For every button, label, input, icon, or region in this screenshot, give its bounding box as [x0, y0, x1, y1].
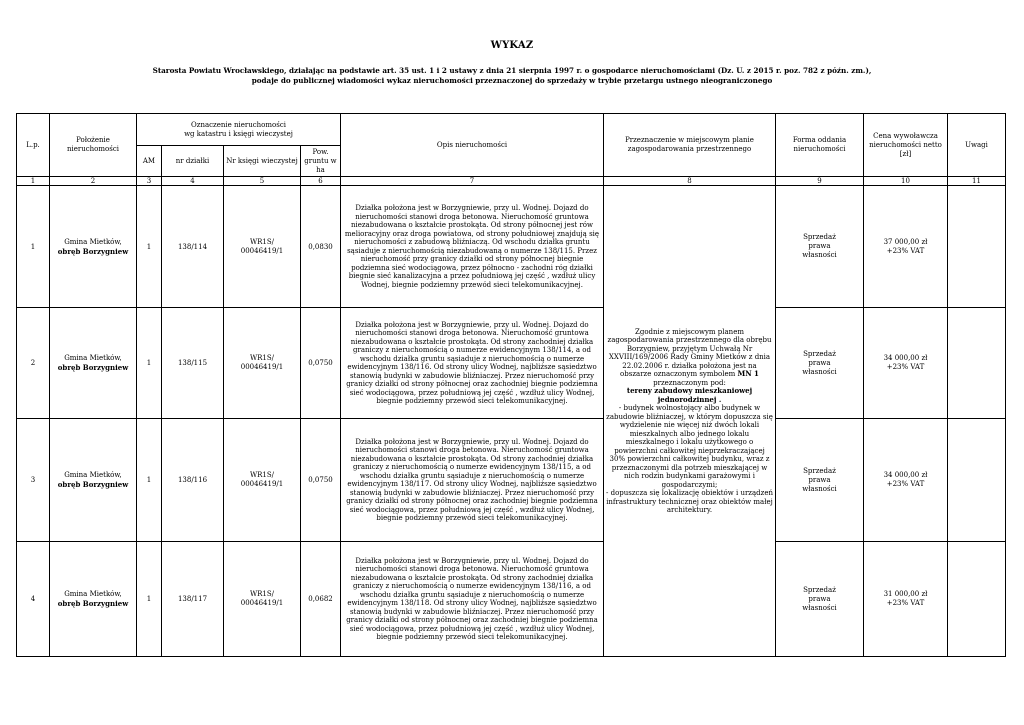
row-form-line2: prawa: [808, 358, 831, 367]
row-ksiega-part1: WR1S/: [249, 471, 275, 479]
row-form: [776, 419, 864, 542]
header-oznaczenie: [137, 114, 341, 146]
row-price: [864, 419, 948, 542]
row-ksiega-part2: 00046419/1: [240, 363, 284, 371]
row-area: 0,0750: [301, 308, 341, 419]
row-am: 1: [137, 542, 162, 657]
row-price: [864, 186, 948, 308]
row-location-obreb: obręb Borzygniew: [57, 246, 129, 256]
header-forma: Forma oddania nieruchomości: [776, 114, 864, 177]
row-ksiega-part2: 00046419/1: [240, 246, 284, 255]
zoning-plan-cell: [604, 186, 776, 657]
row-form-line2: prawa: [808, 242, 831, 250]
subtitle-line-2: podaje do publicznej wiadomości wykaz nieruchomości przeznaczonej do sprzedaży w trybie przetargu ustnego nieograniczonego: [251, 76, 773, 85]
row-price-vat: +23% VAT: [886, 599, 925, 607]
row-location: [50, 308, 137, 419]
col-number: 9: [776, 177, 864, 186]
col-number: 4: [162, 177, 224, 186]
col-number: 2: [50, 177, 137, 186]
row-description: Działka położona jest w Borzygniewie, przy ul. Wodnej. Dojazd do nieruchomości stanowi droga betonowa. Nieruchomość gruntowa niezabudowana o kształcie prostokąta. Od strony zachodniej działka graniczy z nieruchomością o numerze ewidencyjnym 138/116, a od wschodu działka gruntu sąsiaduje z nieruchomością o numerze ewidencyjnym 138/118. Od strony ulicy Wodnej, najbliższe sąsiedztwo stanowią budynki w zabudowie bliźniaczej. Przez nieruchomość przy granicy działki od strony północnej oraz zachodniej biegnie podziemna sieć wodociągowa, przez południową jej część , wzdłuż ulicy Wodnej, biegnie podziemny przewód sieci telekomunikacyjnej.: [341, 542, 604, 657]
column-number-row: [17, 177, 1006, 186]
row-lp: 2: [17, 308, 50, 419]
col-number: 11: [948, 177, 1006, 186]
row-lp: 3: [17, 419, 50, 542]
row-ksiega-part1: WR1S/: [249, 590, 275, 598]
row-form-line1: Sprzedaż: [803, 585, 836, 594]
header-przeznaczenie: Przeznaczenie w miejscowym planie zagospodarowania przestrzennego: [604, 114, 776, 177]
row-lp: 1: [17, 186, 50, 308]
row-ksiega: [224, 542, 301, 657]
row-location-gmina: Gmina Mietków,: [64, 354, 122, 362]
row-ksiega: [224, 308, 301, 419]
zoning-plan-rule-1: - budynek wolnostojący albo budynek w zabudowie bliźniaczej, w którym dopuszcza się wydzielenie nie więcej niż dwóch lokali mieszkalnych albo jednego lokalu mieszkalnego i lokalu użytkowego o powierzchni całkowitej nieprzekraczającej 30% powierzchni całkowitej budynku, wraz z przeznaczonymi dla potrzeb mieszkającej w nich rodzin budynkami garażowymi i gospodarczymi;: [606, 404, 773, 489]
row-area: 0,0750: [301, 419, 341, 542]
row-price-amount: 37 000,00 zł: [883, 237, 928, 246]
row-area: 0,0682: [301, 542, 341, 657]
header-nr-dzialki: nr działki: [162, 146, 224, 177]
row-ksiega-part1: WR1S/: [249, 354, 275, 362]
table-row: [17, 186, 1006, 308]
row-price-vat: +23% VAT: [886, 246, 925, 255]
row-price-amount: 34 000,00 zł: [883, 354, 928, 362]
row-location-gmina: Gmina Mietków,: [64, 237, 122, 246]
row-price-amount: 31 000,00 zł: [883, 590, 928, 598]
row-form-line3: własności: [802, 603, 837, 612]
col-number: 7: [341, 177, 604, 186]
row-description: Działka położona jest w Borzygniewie, przy ul. Wodnej. Dojazd do nieruchomości stanowi droga betonowa. Nieruchomość gruntowa niezabudowana o kształcie prostokąta. Od strony północnej jest rów melioracyjny oraz droga powiatowa, od strony południowej znajdują się nieruchomości z zabudową bliźniaczą. Od wschodu działka gruntu sąsiaduje z nieruchomością niezabudowaną o numerze 138/115. Przez nieruchomość przy granicy działki od strony północnej biegnie podziemna sieć wodociągowa, przez północno - zachodni róg działki biegnie sieć kanalizacyjna a przez południową jej część , wzdłuż ulicy Wodnej, biegnie podziemny przewód sieci telekomunikacyjnej.: [341, 186, 604, 308]
header-oznaczenie-line1: Oznaczenie nieruchomości: [191, 120, 286, 129]
row-form-line1: Sprzedaż: [803, 349, 836, 358]
row-form: [776, 186, 864, 308]
row-form-line1: Sprzedaż: [803, 233, 836, 241]
row-description: Działka położona jest w Borzygniewie, przy ul. Wodnej. Dojazd do nieruchomości stanowi droga betonowa. Nieruchomość gruntowa niezabudowana o kształcie prostokąta. Od strony zachodniej działka graniczy z nieruchomością o numerze ewidencyjnym 138/114, a od wschodu działka gruntu sąsiaduje z nieruchomością o numerze ewidencyjnym 138/116. Od strony ulicy Wodnej, najbliższe sąsiedztwo stanowią budynki w zabudowie bliźniaczej. Przez nieruchomość przy granicy działki od strony północnej oraz zachodniej biegnie podziemna sieć wodociągowa, przez południową jej część , wzdłuż ulicy Wodnej, biegnie podziemny przewód sieci telekomunikacyjnej.: [341, 308, 604, 419]
zoning-plan-symbol: MN 1: [737, 369, 759, 378]
row-am: 1: [137, 186, 162, 308]
col-number: 1: [17, 177, 50, 186]
row-price-vat: +23% VAT: [886, 363, 925, 371]
header-cena: Cena wywoławcza nieruchomości netto [zł]: [864, 114, 948, 177]
row-price: [864, 308, 948, 419]
header-polozenie: Położenie nieruchomości: [50, 114, 137, 177]
row-ksiega-part1: WR1S/: [249, 237, 275, 246]
row-am: 1: [137, 308, 162, 419]
row-notes: [948, 542, 1006, 657]
property-list-table: [16, 113, 1006, 657]
row-dzialka: 138/116: [162, 419, 224, 542]
row-location-gmina: Gmina Mietków,: [64, 471, 122, 479]
row-dzialka: 138/117: [162, 542, 224, 657]
row-dzialka: 138/115: [162, 308, 224, 419]
row-location-obreb: obręb Borzygniew: [57, 480, 129, 489]
row-notes: [948, 419, 1006, 542]
row-location-obreb: obręb Borzygniew: [57, 599, 129, 608]
row-location-obreb: obręb Borzygniew: [57, 363, 129, 372]
row-price-amount: 34 000,00 zł: [883, 471, 928, 479]
row-location: [50, 542, 137, 657]
document-title: WYKAZ: [490, 40, 534, 51]
row-ksiega: [224, 186, 301, 308]
row-form-line3: własności: [802, 367, 837, 376]
header-lp: L.p.: [17, 114, 50, 177]
header-opis: Opis nieruchomości: [341, 114, 604, 177]
row-notes: [948, 186, 1006, 308]
table-row: [17, 542, 1006, 657]
zoning-plan-rule-2: - dopuszcza się lokalizację obiektów i urządzeń infrastruktury technicznej oraz obiektów małej architektury.: [606, 489, 773, 514]
row-form-line2: prawa: [808, 594, 831, 603]
row-location: [50, 186, 137, 308]
document-subtitle: [0, 66, 1024, 86]
table-row: [17, 419, 1006, 542]
row-notes: [948, 308, 1006, 419]
row-ksiega-part2: 00046419/1: [240, 480, 284, 488]
row-description: Działka położona jest w Borzygniewie, przy ul. Wodnej. Dojazd do nieruchomości stanowi droga betonowa. Nieruchomość gruntowa niezabudowana o kształcie prostokąta. Od strony zachodniej działka graniczy z nieruchomością o numerze ewidencyjnym 138/115, a od wschodu działka gruntu sąsiaduje z nieruchomością o numerze ewidencyjnym 138/117. Od strony ulicy Wodnej, najbliższe sąsiedztwo stanowią budynki w zabudowie bliźniaczej. Przez nieruchomość przy granicy działki od strony północnej oraz zachodniej biegnie podziemna sieć wodociągowa, przez południową jej część , wzdłuż ulicy Wodnej, biegnie podziemny przewód sieci telekomunikacyjnej.: [341, 419, 604, 542]
zoning-plan-mid: przeznaczonym pod:: [653, 378, 726, 387]
row-location-gmina: Gmina Mietków,: [64, 590, 122, 598]
row-price: [864, 542, 948, 657]
row-form-line3: własności: [802, 484, 837, 493]
col-number: 8: [604, 177, 776, 186]
row-price-vat: +23% VAT: [886, 480, 925, 488]
row-ksiega-part2: 00046419/1: [240, 599, 284, 607]
col-number: 6: [301, 177, 341, 186]
row-form-line2: prawa: [808, 475, 831, 484]
row-form-line3: własności: [802, 251, 837, 259]
row-location: [50, 419, 137, 542]
header-pow: Pow. gruntu w ha: [301, 146, 341, 177]
row-am: 1: [137, 419, 162, 542]
col-number: 3: [137, 177, 162, 186]
table-row: [17, 308, 1006, 419]
row-dzialka: 138/114: [162, 186, 224, 308]
row-ksiega: [224, 419, 301, 542]
header-uwagi: Uwagi: [948, 114, 1006, 177]
row-form: [776, 542, 864, 657]
row-lp: 4: [17, 542, 50, 657]
col-number: 10: [864, 177, 948, 186]
row-form: [776, 308, 864, 419]
zoning-plan-purpose: tereny zabudowy mieszkaniowej jednorodzinnej .: [626, 386, 753, 404]
col-number: 5: [224, 177, 301, 186]
header-nr-ksiegi: Nr księgi wieczystej: [224, 146, 301, 177]
header-oznaczenie-line2: wg katastru i księgi wieczystej: [184, 129, 293, 138]
row-area: 0,0830: [301, 186, 341, 308]
zoning-plan-intro: Zgodnie z miejscowym planem zagospodarowania przestrzennego dla obrębu Borzygniew, przyjętym Uchwałą Nr XXVIII/169/2006 Rady Gminy Mietków z dnia 22.02.2006 r. działka położona jest na obszarze oznaczonym symbolem: [607, 327, 772, 378]
subtitle-line-1: Starosta Powiatu Wrocławskiego, działając na podstawie art. 35 ust. 1 i 2 ustawy z dnia 21 sierpnia 1997 r. o gospodarce nieruchomościami (Dz. U. z 2015 r. poz. 782 z późn. zm.),: [152, 66, 872, 75]
header-am: AM: [137, 146, 162, 177]
row-form-line1: Sprzedaż: [803, 466, 836, 475]
